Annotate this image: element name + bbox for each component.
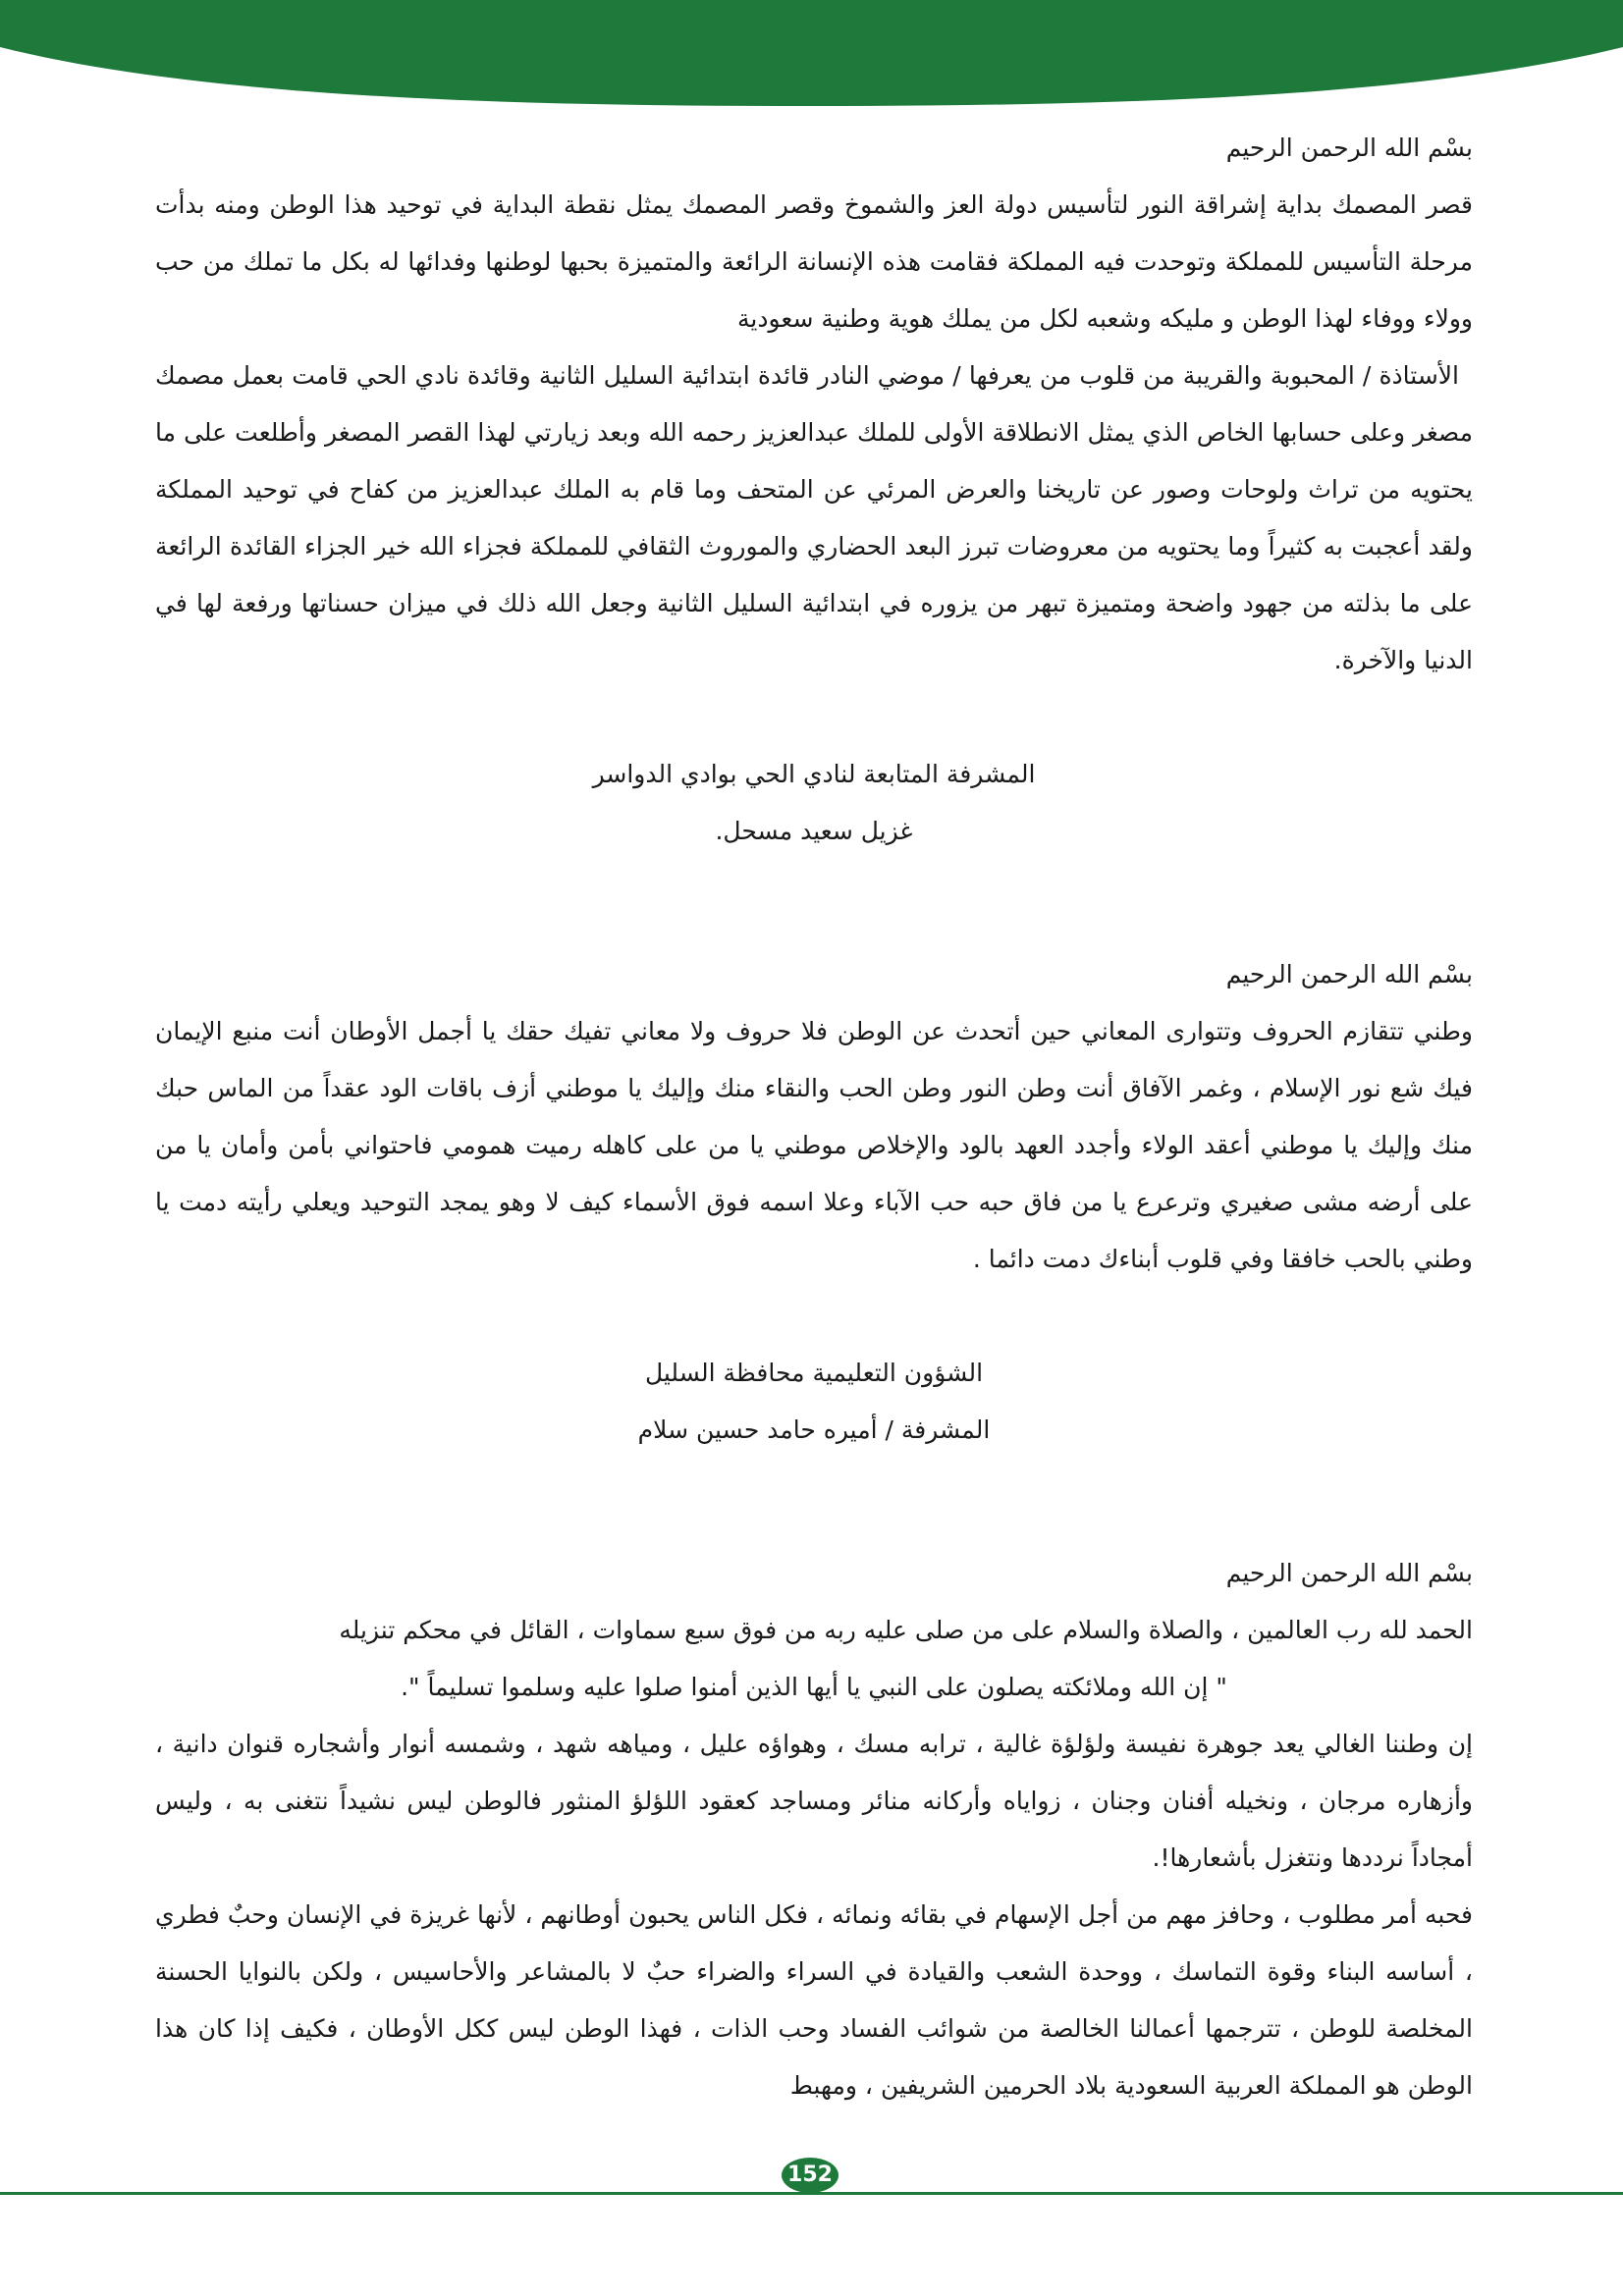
body-paragraph: قصر المصمك بداية إشراقة النور لتأسيس دولة العز والشموخ وقصر المصمك يمثل نقطة البداية في توحيد هذا الوطن ومنه بدأت مرحلة التأسيس للمملكة وتوحدت فيه المملكة فقامت هذه الإنسانة الرائعة والمتميزة بحبها لوطنها وفدائها له بكل ما تملك من حب وولاء ووفاء لهذا الوطن و مليكه وشعبه لكل من يملك هوية وطنية سعودية — [155, 190, 1473, 333]
quran-quote: " إن الله وملائكته يصلون على النبي يا أيها الذين أمنوا صلوا عليه وسلموا تسليماً ". — [401, 1673, 1227, 1701]
letter-section-1 — [155, 120, 1473, 860]
spacer — [155, 689, 1473, 746]
signature-name: المشرفة / أميره حامد حسين سلام — [637, 1415, 991, 1444]
body-paragraph: الحمد لله رب العالمين ، والصلاة والسلام على من صلى عليه ربه من فوق سبع سماوات ، القائل في محكم تنزيله — [339, 1616, 1473, 1644]
page-footer — [0, 2140, 1623, 2209]
letter-section-3 — [155, 1545, 1473, 2114]
section-divider-space — [155, 860, 1473, 946]
signature-title: المشرفة المتابعة لنادي الحي بوادي الدواسر — [592, 760, 1036, 788]
section-divider-space — [155, 1459, 1473, 1545]
signature-name: غزيل سعيد مسحل. — [715, 817, 913, 845]
basmala-heading: بسْم الله الرحمن الرحيم — [1225, 960, 1473, 988]
body-paragraph: إن وطننا الغالي يعد جوهرة نفيسة ولؤلؤة غالية ، ترابه مسك ، وهواؤه عليل ، ومياهه شهد ، وشمسه أنوار وأشجاره قنوان دانية ، وأزهاره مرجان ، ونخيله أفنان وجنان ، زواياه وأركانه منائر ومساجد كعقود اللؤلؤ المنثور فالوطن ليس نشيداً نتغنى به ، وليس أمجاداً نرددها ونتغزل بأشعارها!. — [155, 1730, 1473, 1872]
basmala-heading: بسْم الله الرحمن الرحيم — [1225, 1559, 1473, 1587]
body-paragraph: وطني تتقازم الحروف وتتوارى المعاني حين أتحدث عن الوطن فلا حروف ولا معاني تفيك حقك يا أجمل الأوطان أنت منبع الإيمان فيك شع نور الإسلام ، وغمر الآفاق أنت وطن النور وطن الحب والنقاء منك وإليك يا موطني أزف باقات الود عقداً من الماس حبك منك وإليك يا موطني أعقد الولاء وأجدد العهد بالود والإخلاص موطني يا من على كاهله رميت همومي فاحتواني بأمن وأمان يا من على أرضه مشى صغيري وترعرع يا من فاق حبه حب الآباء وعلا اسمه فوق الأسماء كيف لا وهو يمجد التوحيد ويعلي رأيته دمت يا وطني بالحب خافقا وفي قلوب أبناءك دمت دائما . — [155, 1017, 1473, 1273]
basmala-heading: بسْم الله الرحمن الرحيم — [1225, 133, 1473, 162]
spacer — [155, 1288, 1473, 1345]
body-paragraph: الأستاذة / المحبوبة والقريبة من قلوب من يعرفها / موضي النادر قائدة ابتدائية السليل الثانية وقائدة نادي الحي قامت بعمل مصمك مصغر وعلى حسابها الخاص الذي يمثل الانطلاقة الأولى للملك عبدالعزيز رحمه الله وبعد زيارتي لهذا القصر المصغر وأطلعت على ما يحتويه من تراث ولوحات وصور عن تاريخنا والعرض المرئي عن المتحف وما قام به الملك عبدالعزيز من كفاح في توحيد المملكة ولقد أعجبت به كثيراً وما يحتويه من معروضات تبرز البعد الحضاري والموروث الثقافي للمملكة فجزاء الله خير الجزاء القائدة الرائعة على ما بذلته من جهود واضحة ومتميزة تبهر من يزوره في ابتدائية السليل الثانية وجعل الله ذلك في ميزان حسناتها ورفعة لها في الدنيا والآخرة. — [155, 361, 1473, 674]
letter-section-2 — [155, 946, 1473, 1459]
header-band — [0, 0, 1623, 108]
body-paragraph: فحبه أمر مطلوب ، وحافز مهم من أجل الإسهام في بقائه ونمائه ، فكل الناس يحبون أوطانهم ، لأنها غريزة في الإنسان وحبٌ فطري ، أساسه البناء وقوة التماسك ، ووحدة الشعب والقيادة في السراء والضراء حبٌ لا بالمشاعر والأحاسيس ، ولكن بالنوايا الحسنة المخلصة للوطن ، تترجمها أعمالنا الخالصة من شوائب الفساد وحب الذات ، فهذا الوطن ليس ككل الأوطان ، فكيف إذا كان هذا الوطن هو المملكة العربية السعودية بلاد الحرمين الشريفين ، ومهبط — [155, 1900, 1473, 2100]
page-number-badge: 152 — [782, 2158, 839, 2193]
signature-title: الشؤون التعليمية محافظة السليل — [644, 1359, 984, 1387]
page-body — [155, 120, 1473, 2114]
